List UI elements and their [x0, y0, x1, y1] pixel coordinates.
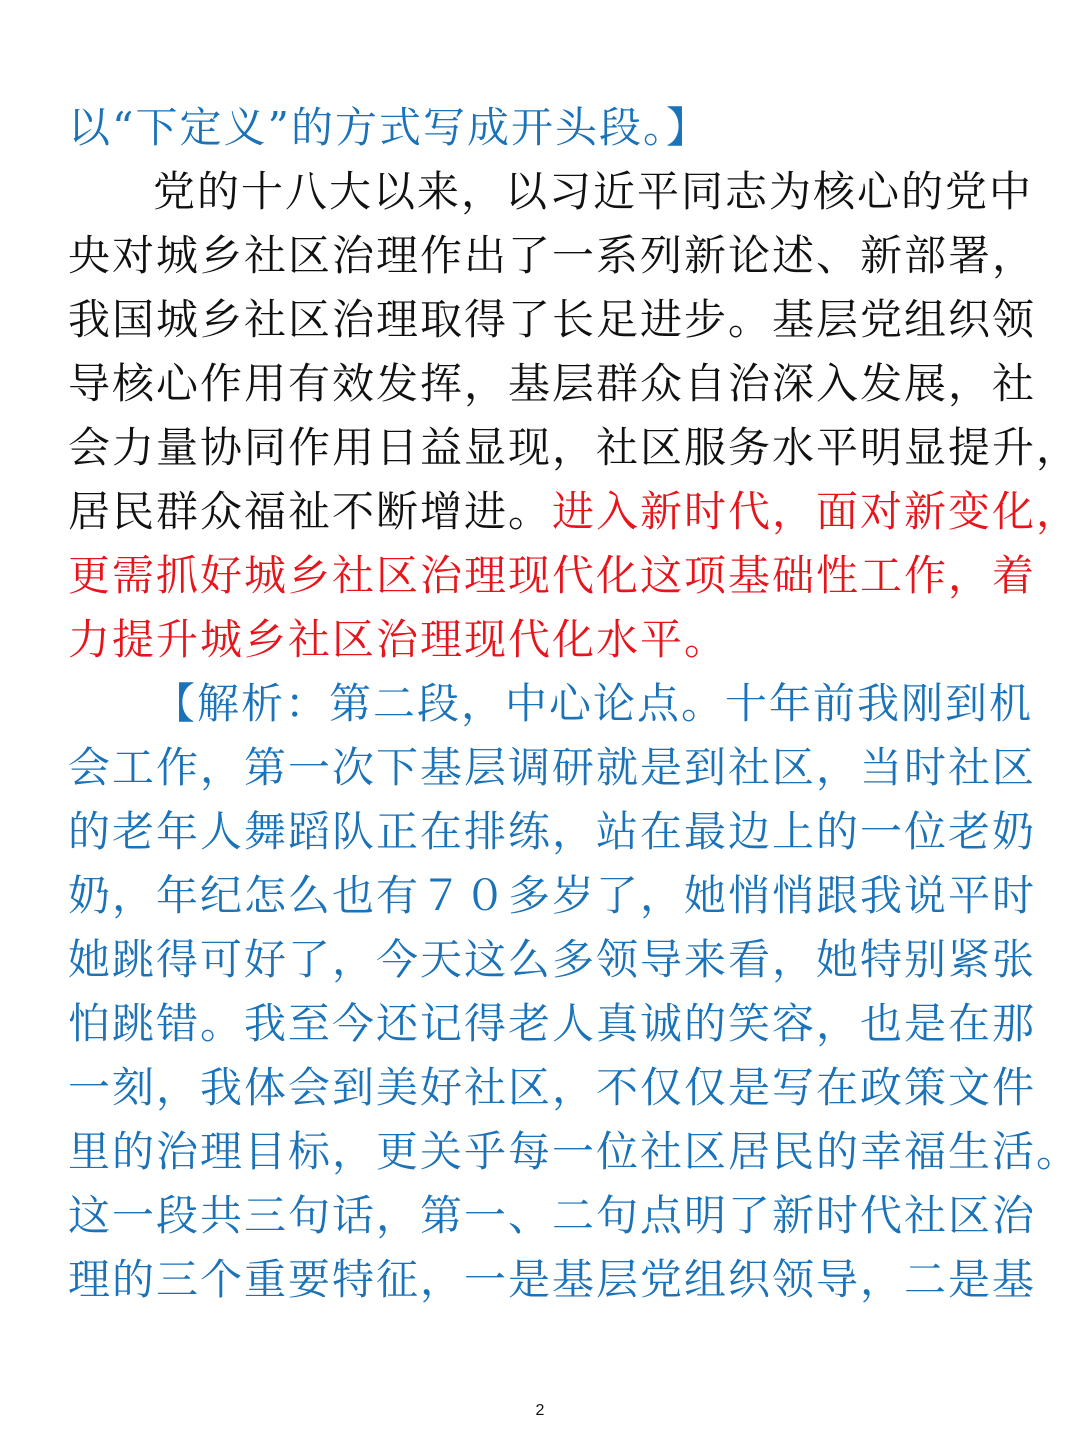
paragraph-line: 党的十八大以来，以习近平同志为核心的党中 — [153, 167, 1034, 216]
analysis-line: 怕跳错。我至今还记得老人真诚的笑容，也是在那 — [68, 999, 1037, 1048]
analysis-line: 里的治理目标，更关乎每一位社区居民的幸福生活。 — [68, 1127, 1080, 1176]
page-number: 2 — [535, 1402, 545, 1419]
analysis-line: 会工作，第一次下基层调研就是到社区，当时社区 — [68, 743, 1037, 792]
paragraph-line: 央对城乡社区治理作出了一系列新论述、新部署， — [68, 231, 1037, 280]
paragraph-line: 导核心作用有效发挥，基层群众自治深入发展，社 — [68, 359, 1037, 408]
emphasis-line: 力提升城乡社区治理现代化水平。 — [68, 615, 729, 664]
paragraph-text: 居民群众福祉不断增进。 — [68, 487, 553, 536]
analysis-line: 这一段共三句话，第一、二句点明了新时代社区治 — [68, 1191, 1037, 1240]
analysis-line: 一刻，我体会到美好社区，不仅仅是写在政策文件 — [68, 1063, 1037, 1112]
analysis-line: 理的三个重要特征，一是基层党组织领导，二是基 — [68, 1255, 1037, 1304]
analysis-intro-line: 以“下定义”的方式写成开头段。】 — [68, 103, 710, 152]
emphasis-line: 更需抓好城乡社区治理现代化这项基础性工作，着 — [68, 551, 1037, 600]
paragraph-line: 会力量协同作用日益显现，社区服务水平明显提升， — [68, 423, 1080, 472]
paragraph-line: 我国城乡社区治理取得了长足进步。基层党组织领 — [68, 295, 1037, 344]
paragraph-mixed-line — [68, 480, 1080, 544]
emphasis-text: 进入新时代，面对新变化， — [552, 487, 1080, 536]
document-body — [68, 96, 1080, 1312]
analysis-line: 的老年人舞蹈队正在排练，站在最边上的一位老奶 — [68, 807, 1037, 856]
analysis-line: 奶，年纪怎么也有７０多岁了，她悄悄跟我说平时 — [68, 871, 1037, 920]
analysis-line: 【解析：第二段，中心论点。十年前我刚到机 — [153, 679, 1034, 728]
analysis-line: 她跳得可好了，今天这么多领导来看，她特别紧张 — [68, 935, 1037, 984]
